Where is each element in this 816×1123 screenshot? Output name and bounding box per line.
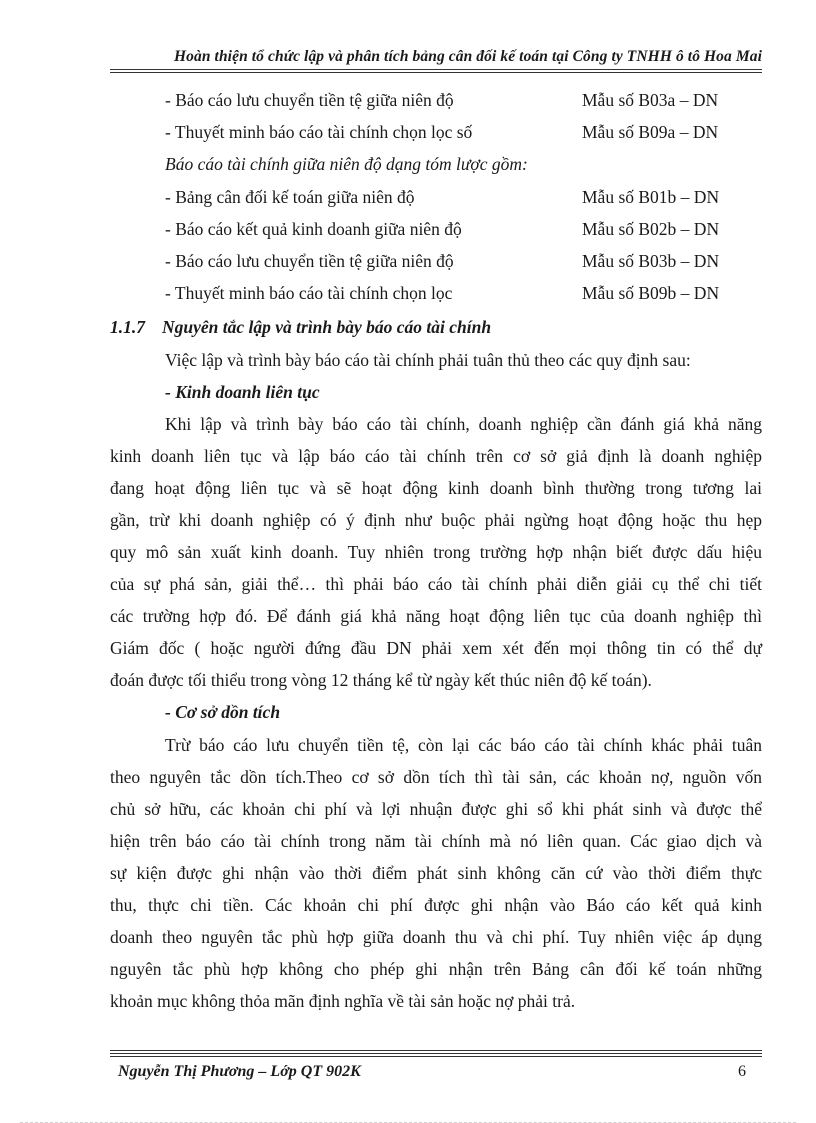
list-item-code: Mẫu số B01b – DN xyxy=(582,187,720,207)
intro-text: Việc lập và trình bày báo cáo tài chính phải tuân thủ theo các quy định sau: xyxy=(165,350,691,370)
paragraph-line: chủ sở hữu, các khoản chi phí và lợi nhuận được ghi sổ khi phát sinh và được thể xyxy=(110,799,762,819)
list-item-text: - Thuyết minh báo cáo tài chính chọn lọc số xyxy=(165,122,473,142)
paragraph-line: doanh theo nguyên tắc phù hợp giữa doanh thu và chi phí. Tuy nhiên việc áp dụng xyxy=(110,927,762,947)
list-item-text: - Báo cáo lưu chuyển tiền tệ giữa niên độ xyxy=(165,90,454,110)
paragraph-line: Trừ báo cáo lưu chuyển tiền tệ, còn lại các báo cáo tài chính khác phải tuân xyxy=(165,735,762,755)
paragraph-line: của sự phá sản, giải thể… thì phải báo cáo tài chính phải diễn giải cụ thể chi tiết xyxy=(110,574,762,594)
list-item-code: Mẫu số B03b – DN xyxy=(582,251,720,271)
paragraph-line: Khi lập và trình bày báo cáo tài chính, doanh nghiệp cần đánh giá khả năng xyxy=(165,414,762,434)
list-item xyxy=(165,118,765,146)
footer-author: Nguyễn Thị Phương – Lớp QT 902K xyxy=(118,1063,361,1080)
list-item-text: - Báo cáo kết quả kinh doanh giữa niên độ xyxy=(165,219,462,239)
page-number: 6 xyxy=(738,1063,746,1080)
paragraph-line: gần, trừ khi doanh nghiệp có ý định như buộc phải ngừng hoạt động hoặc thu hẹp xyxy=(110,510,762,530)
footer-rule xyxy=(110,1053,762,1054)
paragraph-line: hiện trên báo cáo tài chính trong năm tài chính mà nó liên quan. Các giao dịch và xyxy=(110,831,762,851)
header-rule xyxy=(110,72,762,73)
section-heading xyxy=(110,313,491,341)
list-item xyxy=(165,247,765,275)
paragraph-line: khoản mục không thỏa mãn định nghĩa về tài sản hoặc nợ phải trả. xyxy=(110,991,576,1011)
principle-heading: - Cơ sở dồn tích xyxy=(165,702,281,722)
paragraph-line: đang hoạt động liên tục và sẽ hoạt động kinh doanh bình thường trong tương lai xyxy=(110,478,762,498)
paragraph-line: thu, thực chi tiền. Các khoản chi phí được ghi nhận vào Báo cáo kết quả kinh xyxy=(110,895,762,915)
section-title: Nguyên tắc lập và trình bày báo cáo tài chính xyxy=(162,317,492,337)
paragraph-line: theo nguyên tắc dồn tích.Theo cơ sở dồn tích thì tài sản, các khoản nợ, nguồn vốn xyxy=(110,767,762,787)
list-item xyxy=(165,215,765,243)
list-item xyxy=(165,183,765,211)
paragraph-line: nguyên tắc phù hợp không cho phép ghi nhận trên Bảng cân đối kế toán những xyxy=(110,959,762,979)
principle-heading: - Kinh doanh liên tục xyxy=(165,382,320,402)
paragraph-line: các trường hợp đó. Để đánh giá khả năng hoạt động liên tục của doanh nghiệp thì xyxy=(110,606,762,626)
list-item xyxy=(165,86,765,114)
paragraph-line: kinh doanh liên tục và lập báo cáo tài chính trên cơ sở giả định là doanh nghiệp xyxy=(110,446,762,466)
page-header-title: Hoàn thiện tổ chức lập và phân tích bảng cân đối kế toán tại Công ty TNHH ô tô Hoa Mai xyxy=(174,48,762,65)
list-item-text: - Báo cáo lưu chuyển tiền tệ giữa niên độ xyxy=(165,251,454,271)
paragraph-line: quy mô sản xuất kinh doanh. Tuy nhiên trong trường hợp nhận biết được dấu hiệu xyxy=(110,542,762,562)
paragraph-line: đoán được tối thiểu trong vòng 12 tháng kể từ ngày kết thúc niên độ kế toán). xyxy=(110,670,652,690)
header-rule xyxy=(110,69,762,70)
list-item-code: Mẫu số B03a – DN xyxy=(582,90,719,110)
paragraph-line: Giám đốc ( hoặc người đứng đầu DN phải xem xét đến mọi thông tin có thể dự xyxy=(110,638,762,658)
list-item-code: Mẫu số B09a – DN xyxy=(582,122,719,142)
list-item-text: - Thuyết minh báo cáo tài chính chọn lọc xyxy=(165,283,453,303)
paragraph-line: sự kiện được ghi nhận vào thời điểm phát sinh không căn cứ vào thời điểm thực xyxy=(110,863,762,883)
footer-rule xyxy=(110,1050,762,1051)
section-number: 1.1.7 xyxy=(110,317,145,337)
summary-subtitle: Báo cáo tài chính giữa niên độ dạng tóm lược gồm: xyxy=(165,154,528,174)
list-item-code: Mẫu số B09b – DN xyxy=(582,283,720,303)
footer-rule xyxy=(110,1056,762,1057)
list-item-code: Mẫu số B02b – DN xyxy=(582,219,720,239)
list-item xyxy=(165,279,765,307)
list-item-text: - Bảng cân đối kế toán giữa niên độ xyxy=(165,187,415,207)
